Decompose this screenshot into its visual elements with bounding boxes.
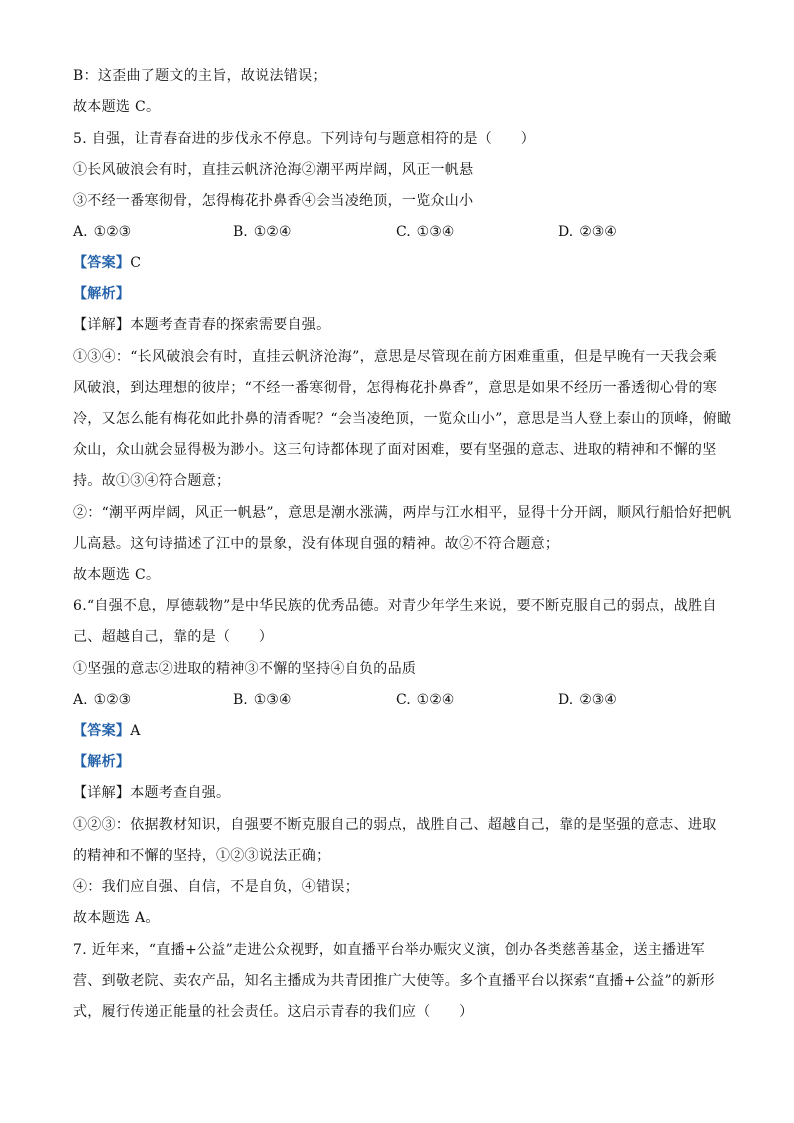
option-label: A.: [73, 224, 88, 240]
q5-explanation-line-5: 持。故①③④符合题意；: [73, 473, 231, 489]
q6-explanation-line-2: 的精神和不懈的坚持，①②③说法正确；: [73, 848, 331, 864]
q6-items: ①坚强的意志②进取的精神③不懈的坚持④自负的品质: [73, 661, 417, 677]
option-text: ①②③: [93, 692, 132, 708]
q6-option-c: [396, 690, 454, 710]
q5-items-line-1: ①长风破浪会有时，直挂云帆济沧海②潮平两岸阔，风正一帆悬: [73, 162, 474, 178]
q5-detail: [73, 315, 724, 335]
q5-explanation-line-4: 众山，众山就会显得极为渺小。这三句诗都体现了面对困难，要有坚强的意志、进取的精神和不懈的坚: [73, 442, 717, 458]
option-text: ②③④: [579, 692, 617, 708]
q5-answer: [73, 253, 724, 273]
q6-answer: [73, 721, 724, 741]
q6-detail: [73, 783, 724, 803]
q4-option-b-analysis: B：这歪曲了题文的主旨，故说法错误；: [73, 68, 327, 84]
q6-option-a: [73, 690, 131, 710]
answer-tag: 【答案】: [73, 255, 131, 271]
q5-explanation2-line-1: ②：“潮平两岸阔，风正一帆悬”，意思是潮水涨满，两岸与江水相平，显得十分开阔，顺风行船恰好把帆: [73, 505, 732, 521]
option-label: D.: [558, 692, 574, 708]
analysis-tag: 【解析】: [73, 286, 131, 302]
q5-explanation-line-2: 风破浪，到达理想的彼岸；“不经一番寒彻骨，怎得梅花扑鼻香”，意思是如果不经历一番透彻心骨的寒: [73, 380, 718, 396]
q6-stem-line-2: 己、超越自己，靠的是（ ）: [73, 629, 274, 645]
q6-analysis-tag: [73, 752, 724, 772]
q5-stem: 5. 自强，让青春奋进的步伐永不停息。下列诗句与题意相符的是（ ）: [73, 131, 536, 147]
q6-option-d: [558, 690, 617, 710]
option-label: C.: [396, 692, 411, 708]
option-text: ①②③: [93, 224, 132, 240]
option-label: A.: [73, 692, 88, 708]
q7-stem-line-3: 式，履行传递正能量的社会责任。这启示青春的我们应（ ）: [73, 1004, 474, 1020]
option-text: ①②④: [253, 224, 292, 240]
option-text: ①③④: [253, 692, 292, 708]
q7-stem-line-2: 营、到敬老院、卖农产品，知名主播成为共青团推广大使等。多个直播平台以探索“直播+公益”的新形: [73, 973, 715, 989]
option-label: D.: [558, 224, 574, 240]
answer-tag: 【答案】: [73, 723, 131, 739]
q5-conclusion: 故本题选 C。: [73, 567, 161, 583]
q5-analysis-tag: [73, 284, 724, 304]
q7-stem-line-1: 7. 近年来，“直播+公益”走进公众视野，如直播平台举办赈灾义演，创办各类慈善基金，送主播进军: [73, 942, 705, 958]
q5-option-a: [73, 222, 131, 242]
detail-text: 本题考查青春的探索需要自强。: [130, 317, 331, 333]
q5-explanation-line-1: ①③④：“长风破浪会有时，直挂云帆济沧海”，意思是尽管现在前方困难重重，但是早晚有一天我会乘: [73, 349, 718, 365]
answer-value: C: [130, 255, 142, 271]
detail-tag: 【详解】: [73, 785, 131, 801]
q6-explanation-line-1: ①②③：依据教材知识，自强要不断克服自己的弱点，战胜自己、超越自己，靠的是坚强的意志、进取: [73, 817, 717, 833]
detail-text: 本题考查自强。: [130, 785, 231, 801]
option-label: B.: [233, 224, 248, 240]
answer-value: A: [130, 723, 141, 739]
detail-tag: 【详解】: [73, 317, 131, 333]
option-label: B.: [233, 692, 248, 708]
option-text: ②③④: [579, 224, 617, 240]
q5-explanation-line-3: 冷，又怎么能有梅花如此扑鼻的清香呢？“会当凌绝顶，一览众山小”，意思是当人登上泰山的顶峰，俯瞰: [73, 411, 732, 427]
q5-items-line-2: ③不经一番寒彻骨，怎得梅花扑鼻香④会当凌绝顶，一览众山小: [73, 193, 474, 209]
q6-explanation2: ④：我们应自强、自信，不是自负，④错误；: [73, 879, 359, 895]
option-label: C.: [396, 224, 411, 240]
q5-option-c: [396, 222, 454, 242]
q6-conclusion: 故本题选 A。: [73, 910, 160, 926]
q6-stem-line-1: 6.“自强不息，厚德载物”是中华民族的优秀品德。对青少年学生来说，要不断克服自己的弱点，战胜自: [73, 598, 717, 614]
q6-option-b: [233, 690, 291, 710]
q5-option-b: [233, 222, 291, 242]
q4-conclusion: 故本题选 C。: [73, 99, 161, 115]
q5-option-d: [558, 222, 617, 242]
option-text: ①②④: [416, 692, 455, 708]
q5-explanation2-line-2: 儿高悬。这句诗描述了江中的景象，没有体现自强的精神。故②不符合题意；: [73, 536, 560, 552]
option-text: ①③④: [416, 224, 455, 240]
analysis-tag: 【解析】: [73, 754, 131, 770]
